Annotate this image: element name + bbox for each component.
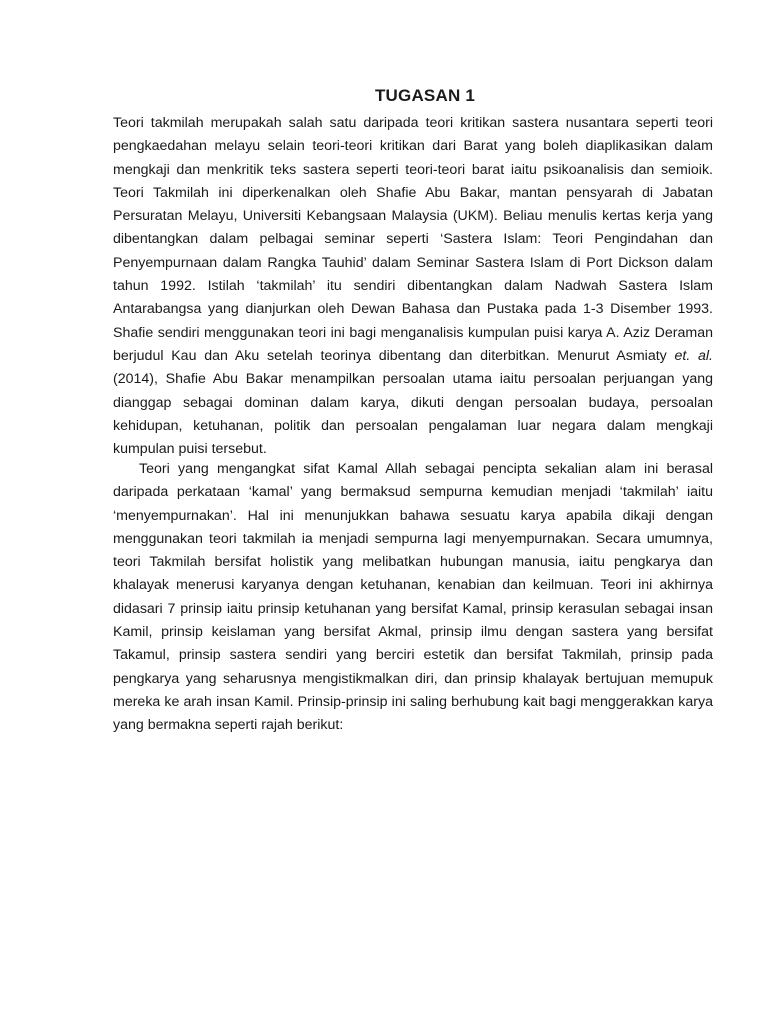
paragraph-1-text-a: Teori takmilah merupakah salah satu daripada teori kritikan sastera nusantara seperti teori pengkaedahan melayu selain teori-teori kritikan dari Barat yang boleh diaplikasikan dalam mengkaji dan menkritik teks sastera seperti teori-teori barat iaitu psikoanalisis dan semioik. Teori Takmilah ini diperkenalkan oleh Shafie Abu Bakar, mantan pensyarah di Jabatan Persuratan Melayu, Universiti Kebangsaan Malaysia (UKM). Beliau menulis kertas kerja yang dibentangkan dalam pelbagai seminar seperti ‘Sastera Islam: Teori Pengindahan dan Penyempurnaan dalam Rangka Tauhid’ dalam Seminar Sastera Islam di Port Dickson dalam tahun 1992. Istilah ‘takmilah’ itu sendiri dibentangkan dalam Nadwah Sastera Islam Antarabangsa yang dianjurkan oleh Dewan Bahasa dan Pustaka pada 1-3 Disember 1993. Shafie sendiri menggunakan teori ini bagi menganalisis kumpulan puisi karya A. Aziz Deraman berjudul Kau dan Aku setelah teorinya dibentang dan diterbitkan. Menurut Asmiaty bbox=[113, 115, 713, 364]
paragraph-1 bbox=[113, 112, 713, 461]
page-title: TUGASAN 1 bbox=[374, 86, 476, 105]
paragraph-1-text-b: (2014), Shafie Abu Bakar menampilkan persoalan utama iaitu persoalan perjuangan yang dianggap sebagai dominan dalam karya, dikuti dengan persoalan budaya, persoalan kehidupan, ketuhanan, politik dan persoalan pengalaman luar negara dalam mengkaji kumpulan puisi tersebut. bbox=[113, 371, 713, 458]
paragraph-2: Teori yang mengangkat sifat Kamal Allah sebagai pencipta sekalian alam ini berasal daripada perkataan ‘kamal’ yang bermaksud sempurna kemudian menjadi ‘takmilah’ iaitu ‘menyempurnakan’. Hal ini menunjukkan bahawa sesuatu karya apabila dikaji dengan menggunakan teori takmilah ia menjadi sempurna lagi menyempurnakan. Secara umumnya, teori Takmilah bersifat holistik yang melibatkan hubungan manusia, iaitu pengkarya dan khalayak menerusi karyanya dengan ketuhanan, kenabian dan keilmuan. Teori ini akhirnya didasari 7 prinsip iaitu prinsip ketuhanan yang bersifat Kamal, prinsip kerasulan sebagai insan Kamil, prinsip keislaman yang bersifat Akmal, prinsip ilmu dengan sastera yang bersifat Takamul, prinsip sastera sendiri yang berciri estetik dan bersifat Takmilah, prinsip pada pengkarya yang seharusnya mengistikmalkan diri, dan prinsip khalayak bertujuan memupuk mereka ke arah insan Kamil. Prinsip-prinsip ini saling berhubung kait bagi menggerakkan karya yang bermakna seperti rajah berikut: bbox=[113, 461, 713, 734]
paragraph-1-italic: et. al. bbox=[674, 347, 713, 364]
